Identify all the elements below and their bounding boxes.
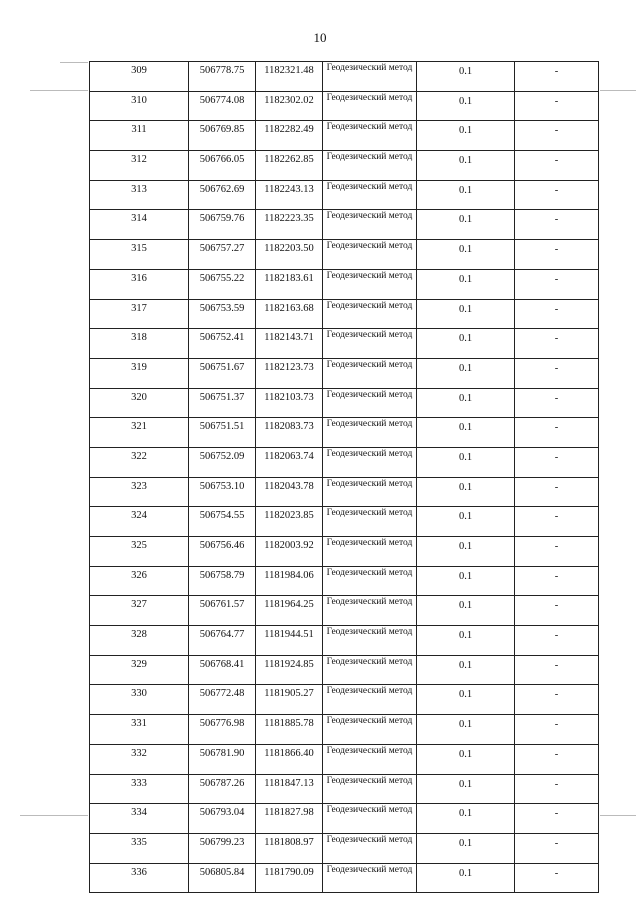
note-cell: -	[515, 685, 599, 715]
x-coordinate-cell: 506778.75	[189, 62, 256, 92]
x-coordinate-cell: 506787.26	[189, 774, 256, 804]
x-coordinate-cell: 506768.41	[189, 655, 256, 685]
table-row	[90, 566, 599, 596]
page-number: 10	[313, 30, 327, 45]
table-row	[90, 418, 599, 448]
point-number-cell: 334	[90, 804, 189, 834]
x-coordinate-cell: 506758.79	[189, 566, 256, 596]
scan-artifact-line	[600, 90, 636, 91]
point-number-cell: 323	[90, 477, 189, 507]
precision-cell: 0.1	[417, 744, 515, 774]
method-cell: Геодезический метод	[323, 269, 417, 299]
y-coordinate-cell: 1181984.06	[256, 566, 323, 596]
method-cell: Геодезический метод	[323, 418, 417, 448]
table-row	[90, 477, 599, 507]
y-coordinate-cell: 1182083.73	[256, 418, 323, 448]
table-row	[90, 180, 599, 210]
note-cell: -	[515, 388, 599, 418]
scan-artifact-line	[600, 815, 636, 816]
point-number-cell: 314	[90, 210, 189, 240]
precision-cell: 0.1	[417, 180, 515, 210]
x-coordinate-cell: 506766.05	[189, 151, 256, 181]
method-cell: Геодезический метод	[323, 715, 417, 745]
method-cell: Геодезический метод	[323, 744, 417, 774]
precision-cell: 0.1	[417, 447, 515, 477]
table-row	[90, 507, 599, 537]
x-coordinate-cell: 506757.27	[189, 240, 256, 270]
note-cell: -	[515, 151, 599, 181]
x-coordinate-cell: 506762.69	[189, 180, 256, 210]
method-cell: Геодезический метод	[323, 507, 417, 537]
y-coordinate-cell: 1182243.13	[256, 180, 323, 210]
y-coordinate-cell: 1181944.51	[256, 626, 323, 656]
table-row	[90, 685, 599, 715]
y-coordinate-cell: 1181790.09	[256, 863, 323, 893]
point-number-cell: 311	[90, 121, 189, 151]
method-cell: Геодезический метод	[323, 774, 417, 804]
note-cell: -	[515, 358, 599, 388]
method-cell: Геодезический метод	[323, 477, 417, 507]
precision-cell: 0.1	[417, 121, 515, 151]
precision-cell: 0.1	[417, 62, 515, 92]
note-cell: -	[515, 299, 599, 329]
x-coordinate-cell: 506751.37	[189, 388, 256, 418]
precision-cell: 0.1	[417, 596, 515, 626]
note-cell: -	[515, 596, 599, 626]
precision-cell: 0.1	[417, 358, 515, 388]
precision-cell: 0.1	[417, 329, 515, 359]
y-coordinate-cell: 1182183.61	[256, 269, 323, 299]
note-cell: -	[515, 507, 599, 537]
y-coordinate-cell: 1182143.71	[256, 329, 323, 359]
point-number-cell: 326	[90, 566, 189, 596]
y-coordinate-cell: 1182302.02	[256, 91, 323, 121]
note-cell: -	[515, 240, 599, 270]
x-coordinate-cell: 506774.08	[189, 91, 256, 121]
note-cell: -	[515, 477, 599, 507]
table-row	[90, 388, 599, 418]
note-cell: -	[515, 833, 599, 863]
point-number-cell: 324	[90, 507, 189, 537]
x-coordinate-cell: 506754.55	[189, 507, 256, 537]
table-row	[90, 121, 599, 151]
precision-cell: 0.1	[417, 151, 515, 181]
point-number-cell: 325	[90, 537, 189, 567]
precision-cell: 0.1	[417, 507, 515, 537]
point-number-cell: 321	[90, 418, 189, 448]
x-coordinate-cell: 506753.59	[189, 299, 256, 329]
method-cell: Геодезический метод	[323, 151, 417, 181]
note-cell: -	[515, 418, 599, 448]
precision-cell: 0.1	[417, 477, 515, 507]
precision-cell: 0.1	[417, 388, 515, 418]
table-row	[90, 537, 599, 567]
table-row	[90, 596, 599, 626]
point-number-cell: 330	[90, 685, 189, 715]
note-cell: -	[515, 210, 599, 240]
point-number-cell: 322	[90, 447, 189, 477]
x-coordinate-cell: 506761.57	[189, 596, 256, 626]
coordinates-table-body	[90, 62, 599, 893]
method-cell: Геодезический метод	[323, 210, 417, 240]
precision-cell: 0.1	[417, 626, 515, 656]
method-cell: Геодезический метод	[323, 240, 417, 270]
point-number-cell: 317	[90, 299, 189, 329]
x-coordinate-cell: 506752.41	[189, 329, 256, 359]
precision-cell: 0.1	[417, 863, 515, 893]
y-coordinate-cell: 1182123.73	[256, 358, 323, 388]
table-row	[90, 833, 599, 863]
precision-cell: 0.1	[417, 299, 515, 329]
table-row	[90, 804, 599, 834]
point-number-cell: 316	[90, 269, 189, 299]
y-coordinate-cell: 1182262.85	[256, 151, 323, 181]
point-number-cell: 310	[90, 91, 189, 121]
x-coordinate-cell: 506755.22	[189, 269, 256, 299]
method-cell: Геодезический метод	[323, 804, 417, 834]
note-cell: -	[515, 774, 599, 804]
note-cell: -	[515, 566, 599, 596]
x-coordinate-cell: 506793.04	[189, 804, 256, 834]
precision-cell: 0.1	[417, 537, 515, 567]
table-row	[90, 91, 599, 121]
method-cell: Геодезический метод	[323, 655, 417, 685]
table-row	[90, 269, 599, 299]
note-cell: -	[515, 269, 599, 299]
y-coordinate-cell: 1182063.74	[256, 447, 323, 477]
table-row	[90, 447, 599, 477]
note-cell: -	[515, 537, 599, 567]
y-coordinate-cell: 1182043.78	[256, 477, 323, 507]
x-coordinate-cell: 506759.76	[189, 210, 256, 240]
precision-cell: 0.1	[417, 240, 515, 270]
table-row	[90, 151, 599, 181]
scan-artifact-line	[20, 815, 88, 816]
table-row	[90, 358, 599, 388]
note-cell: -	[515, 744, 599, 774]
x-coordinate-cell: 506764.77	[189, 626, 256, 656]
x-coordinate-cell: 506772.48	[189, 685, 256, 715]
y-coordinate-cell: 1181924.85	[256, 655, 323, 685]
precision-cell: 0.1	[417, 210, 515, 240]
method-cell: Геодезический метод	[323, 447, 417, 477]
point-number-cell: 313	[90, 180, 189, 210]
precision-cell: 0.1	[417, 804, 515, 834]
y-coordinate-cell: 1181964.25	[256, 596, 323, 626]
y-coordinate-cell: 1182003.92	[256, 537, 323, 567]
table-row	[90, 240, 599, 270]
scan-artifact-line	[30, 90, 88, 91]
point-number-cell: 318	[90, 329, 189, 359]
point-number-cell: 327	[90, 596, 189, 626]
method-cell: Геодезический метод	[323, 566, 417, 596]
point-number-cell: 315	[90, 240, 189, 270]
note-cell: -	[515, 329, 599, 359]
point-number-cell: 331	[90, 715, 189, 745]
table-row	[90, 210, 599, 240]
table-row	[90, 744, 599, 774]
x-coordinate-cell: 506756.46	[189, 537, 256, 567]
table-row	[90, 774, 599, 804]
coordinates-table	[89, 61, 599, 893]
note-cell: -	[515, 447, 599, 477]
note-cell: -	[515, 62, 599, 92]
method-cell: Геодезический метод	[323, 180, 417, 210]
note-cell: -	[515, 804, 599, 834]
point-number-cell: 312	[90, 151, 189, 181]
x-coordinate-cell: 506781.90	[189, 744, 256, 774]
precision-cell: 0.1	[417, 418, 515, 448]
x-coordinate-cell: 506799.23	[189, 833, 256, 863]
precision-cell: 0.1	[417, 655, 515, 685]
y-coordinate-cell: 1181827.98	[256, 804, 323, 834]
x-coordinate-cell: 506753.10	[189, 477, 256, 507]
point-number-cell: 333	[90, 774, 189, 804]
method-cell: Геодезический метод	[323, 863, 417, 893]
y-coordinate-cell: 1182321.48	[256, 62, 323, 92]
table-row	[90, 329, 599, 359]
y-coordinate-cell: 1181808.97	[256, 833, 323, 863]
note-cell: -	[515, 863, 599, 893]
table-row	[90, 715, 599, 745]
note-cell: -	[515, 121, 599, 151]
y-coordinate-cell: 1182223.35	[256, 210, 323, 240]
point-number-cell: 336	[90, 863, 189, 893]
method-cell: Геодезический метод	[323, 299, 417, 329]
table-row	[90, 655, 599, 685]
point-number-cell: 335	[90, 833, 189, 863]
x-coordinate-cell: 506805.84	[189, 863, 256, 893]
y-coordinate-cell: 1181905.27	[256, 685, 323, 715]
precision-cell: 0.1	[417, 91, 515, 121]
y-coordinate-cell: 1181866.40	[256, 744, 323, 774]
note-cell: -	[515, 626, 599, 656]
note-cell: -	[515, 91, 599, 121]
precision-cell: 0.1	[417, 833, 515, 863]
precision-cell: 0.1	[417, 685, 515, 715]
y-coordinate-cell: 1182023.85	[256, 507, 323, 537]
y-coordinate-cell: 1182103.73	[256, 388, 323, 418]
point-number-cell: 332	[90, 744, 189, 774]
method-cell: Геодезический метод	[323, 685, 417, 715]
x-coordinate-cell: 506769.85	[189, 121, 256, 151]
precision-cell: 0.1	[417, 774, 515, 804]
note-cell: -	[515, 655, 599, 685]
y-coordinate-cell: 1182203.50	[256, 240, 323, 270]
method-cell: Геодезический метод	[323, 833, 417, 863]
precision-cell: 0.1	[417, 269, 515, 299]
point-number-cell: 320	[90, 388, 189, 418]
y-coordinate-cell: 1182282.49	[256, 121, 323, 151]
method-cell: Геодезический метод	[323, 62, 417, 92]
method-cell: Геодезический метод	[323, 596, 417, 626]
y-coordinate-cell: 1181847.13	[256, 774, 323, 804]
precision-cell: 0.1	[417, 715, 515, 745]
table-row	[90, 62, 599, 92]
x-coordinate-cell: 506752.09	[189, 447, 256, 477]
point-number-cell: 309	[90, 62, 189, 92]
point-number-cell: 329	[90, 655, 189, 685]
y-coordinate-cell: 1182163.68	[256, 299, 323, 329]
point-number-cell: 328	[90, 626, 189, 656]
scan-artifact-line	[60, 62, 88, 63]
note-cell: -	[515, 180, 599, 210]
x-coordinate-cell: 506776.98	[189, 715, 256, 745]
method-cell: Геодезический метод	[323, 358, 417, 388]
method-cell: Геодезический метод	[323, 121, 417, 151]
x-coordinate-cell: 506751.51	[189, 418, 256, 448]
table-row	[90, 863, 599, 893]
method-cell: Геодезический метод	[323, 537, 417, 567]
x-coordinate-cell: 506751.67	[189, 358, 256, 388]
note-cell: -	[515, 715, 599, 745]
method-cell: Геодезический метод	[323, 626, 417, 656]
method-cell: Геодезический метод	[323, 91, 417, 121]
method-cell: Геодезический метод	[323, 388, 417, 418]
y-coordinate-cell: 1181885.78	[256, 715, 323, 745]
precision-cell: 0.1	[417, 566, 515, 596]
table-row	[90, 299, 599, 329]
method-cell: Геодезический метод	[323, 329, 417, 359]
point-number-cell: 319	[90, 358, 189, 388]
table-row	[90, 626, 599, 656]
